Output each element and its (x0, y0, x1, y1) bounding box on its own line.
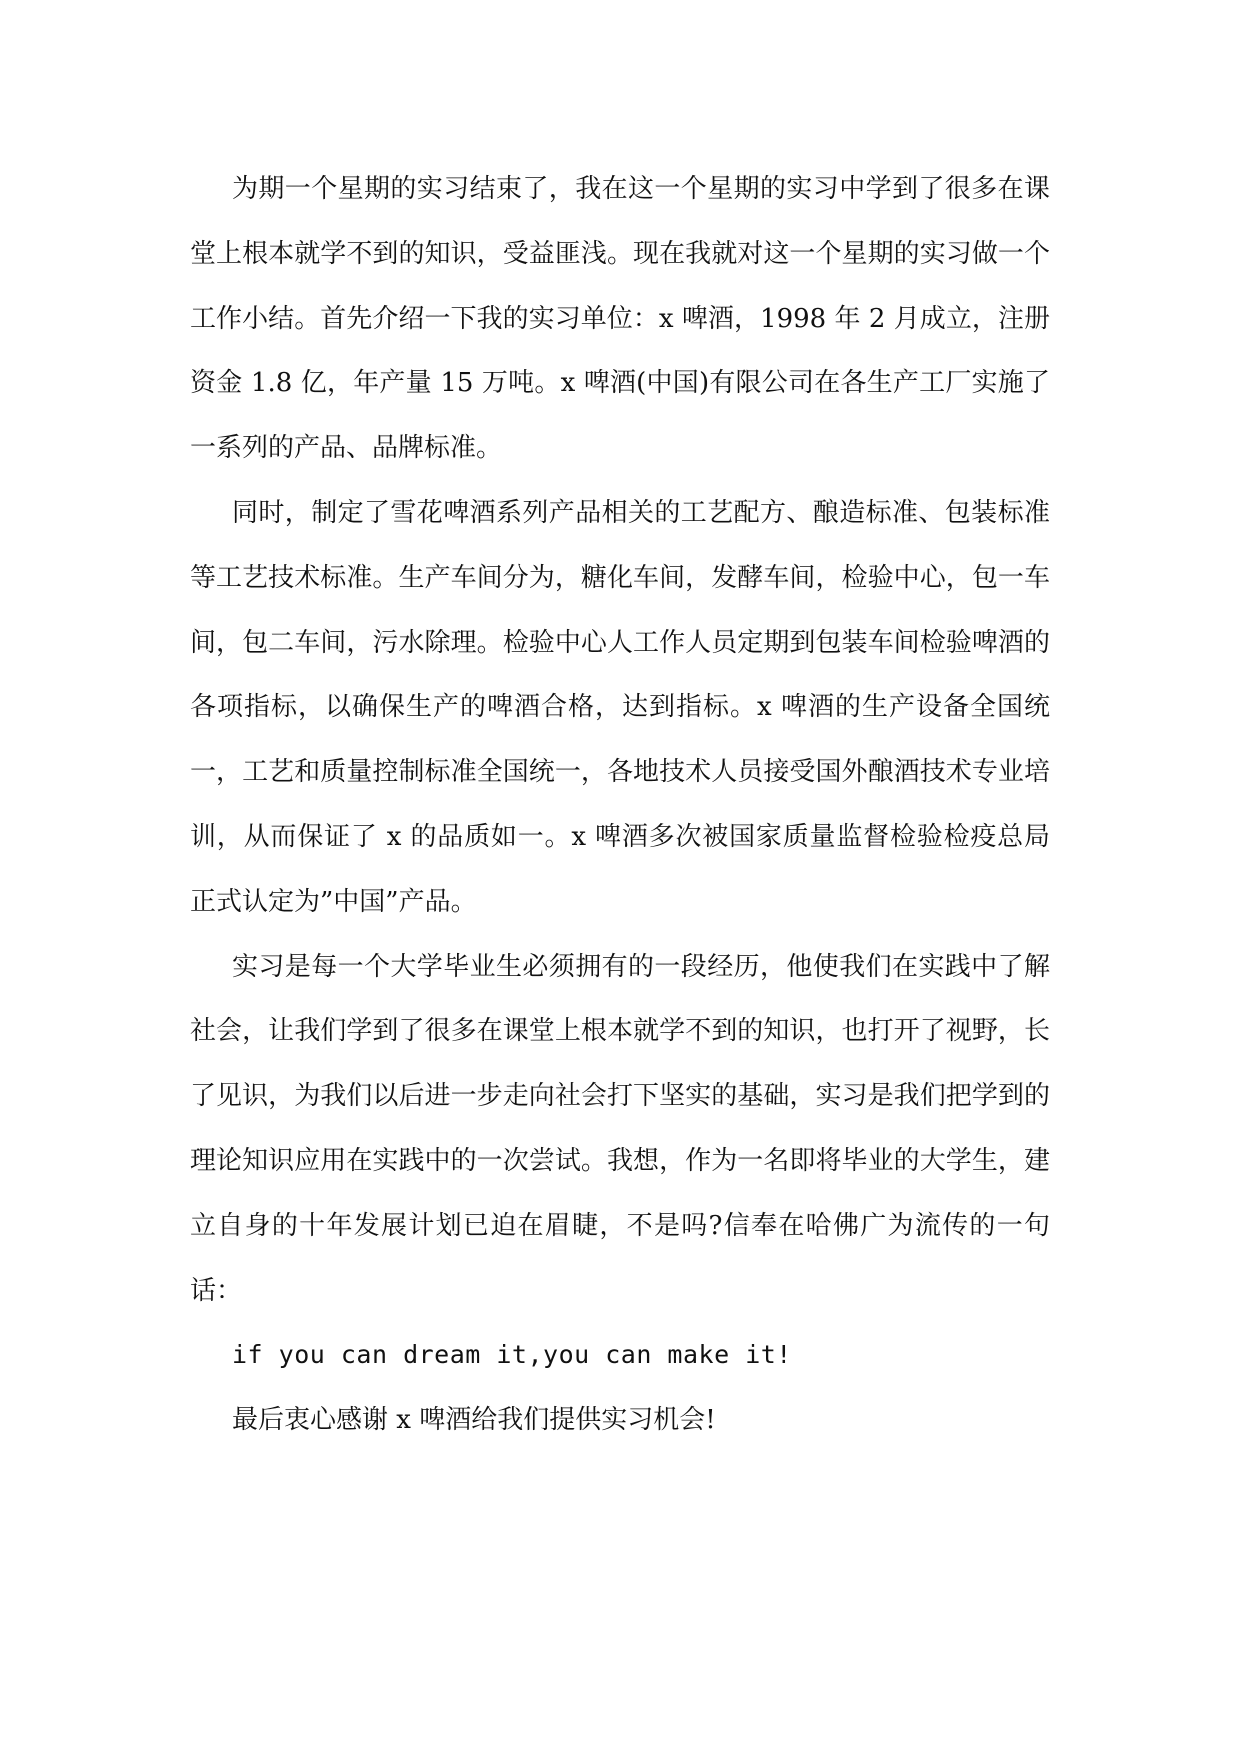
paragraph-thanks: 最后衷心感谢 x 啤酒给我们提供实习机会! (232, 1405, 716, 1436)
paragraph-internship-reflection: 实习是每一个大学毕业生必须拥有的一段经历，他使我们在实践中了解社会，让我们学到了很多在课堂上根本就学不到的知识，也打开了视野，长了见识，为我们以后进一步走向社会打下坚实的基础，实习是我们把学到的理论知识应用在实践中的一次尝试。我想，作为一名即将毕业的大学生，建立自身的十年发展计划已迫在眉睫，不是吗?信奉在哈佛广为流传的一句话： (190, 951, 1050, 1306)
paragraph-internship-intro: 为期一个星期的实习结束了，我在这一个星期的实习中学到了很多在课堂上根本就学不到的知识，受益匪浅。现在我就对这一个星期的实习做一个工作小结。首先介绍一下我的实习单位：x 啤酒，1998 年 2 月成立，注册资金 1.8 亿，年产量 15 万吨。x 啤酒(中国)有限公司在各生产工厂实施了一系列的产品、品牌标准。 (190, 174, 1050, 464)
paragraph-harvard-quote: if you can dream it,you can make it! (232, 1340, 792, 1370)
document-body (190, 157, 1050, 1453)
paragraph-production-standards: 同时，制定了雪花啤酒系列产品相关的工艺配方、酿造标准、包装标准等工艺技术标准。生产车间分为，糖化车间，发酵车间，检验中心，包一车间，包二车间，污水除理。检验中心人工作人员定期到包装车间检验啤酒的各项指标，以确保生产的啤酒合格，达到指标。x 啤酒的生产设备全国统一，工艺和质量控制标准全国统一，各地技术人员接受国外酿酒技术专业培训，从而保证了 x 的品质如一。x 啤酒多次被国家质量监督检验检疫总局正式认定为”中国”产品。 (190, 497, 1050, 917)
